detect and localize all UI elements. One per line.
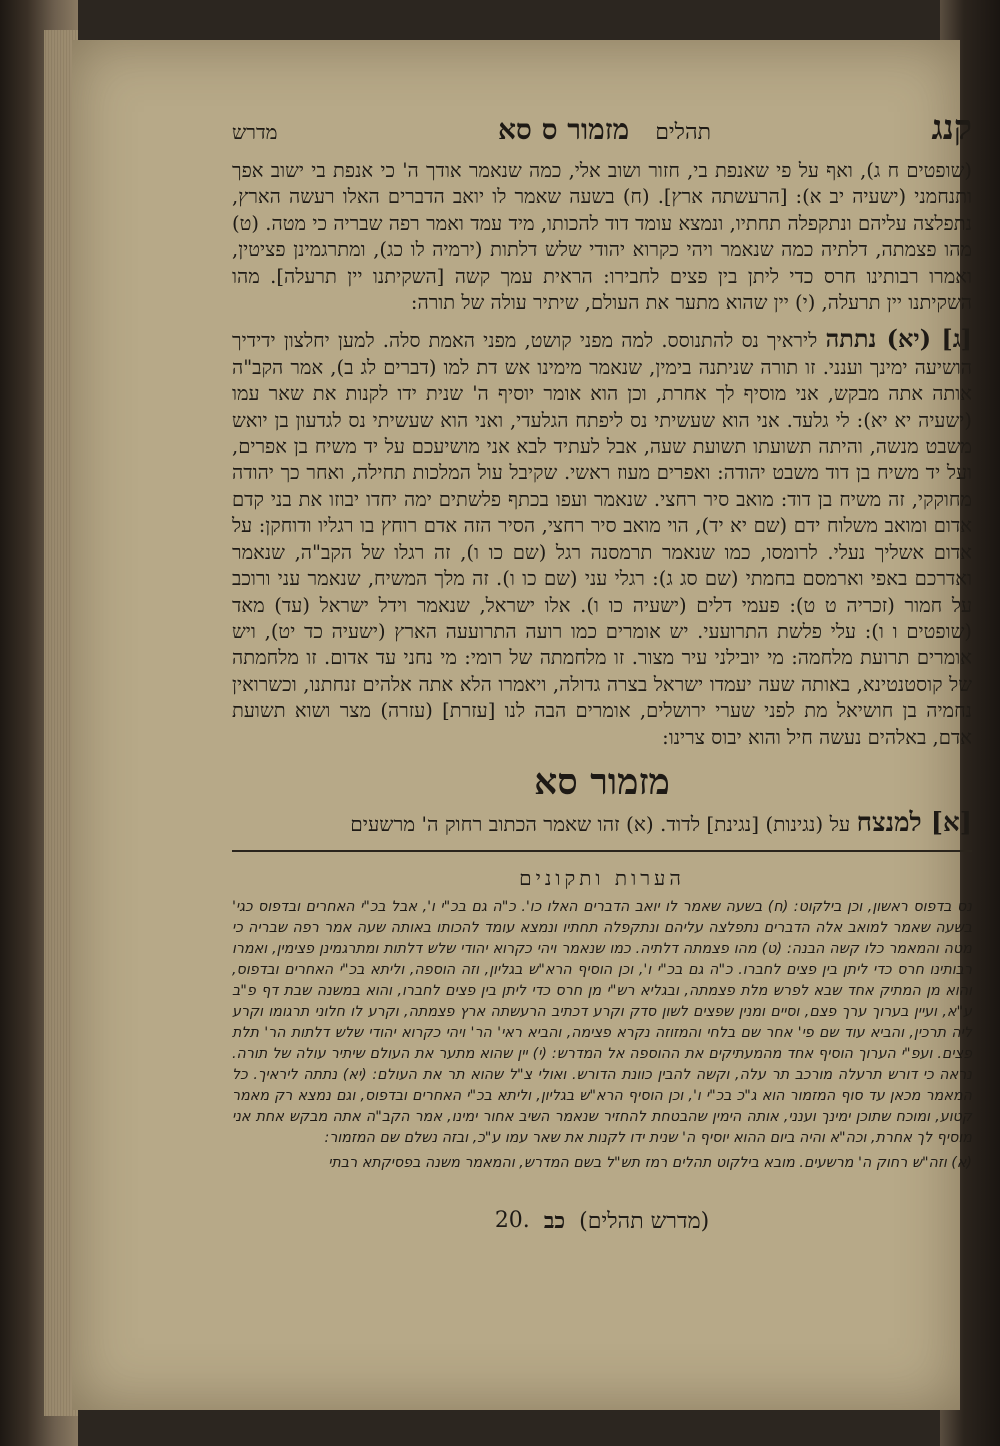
notes-text: נס בדפוס ראשון, וכן בילקוט: (ח) בשעה שאמר לו יואב הדברים האלו כו'. כ"ה גם בכ"י ו', אבל בכ"י האחרים ובדפוס כגי' בשעה שאמר למואב אלה הדברים נתפלצה עליהם ונתקפלה תחתיו ונמצא עומד להכותו באותה שעה אמר רפה שבריה כי מטה והמאמר כלו קשה הבנה: (ט) מהו פצמתה דלתיה. כמו שנאמר ויהי כקרוא יהודי שלש דלתות ומתרגמינן פצימין, ואמרו רבותינו חרס כדי ליתן בין פצים לחברו. כ"ה גם בכ"י ו', וכן הוסיף הרא"ש בגליון, וזה הוספה, וליתא בכ"י האחרים ובדפוס, והוא מן המתיק אחד שבא לפרש מלת פצמתה, ובגליא רש"י מן חרס כדי ליתן בין פצים לחברו, והוא במשנה שבת דף פ"ב ע"א, ועיין בערוך ערך פצם, וסיים ומנין שפצים לשון סדק וקרע דכתיב הרעשתה ארץ פצמתה, וקרע לו חלוני תרגומו וקרע ליה תרכין, והביא עוד שם פי' אחר שם בלחי והמזוזה נקרא פצימה, והביא ראי' הר' ויהי כקרוא יהודי שלש דלתות הר' תלת פצים. ועפ"י הערוך הוסיף אחד מהמעתיקים את ההוספה אל המדרש: (י) יין שהוא מתער את העולם שיתיר עולה של תורה. נראה כי דורש תרעלה מורכב תר עלה, וקשה להבין כוונת הדורש. ואולי צ"ל שהוא תר את העולם: (יא) נתתה ליראיך. כל המאמר מכאן עד סוף המזמור הוא ג"כ בכ"י ו', וכן הוסיף הרא"ש בגליון, וליתא בכ"י האחרים ובדפוס, וגם נמצא רק מאמר קטוע, ומוכח שתוכן ימינך וענני, אותה הימין שהבטחת להחזיר שנאמר השיב אחור ימינו, אמר הקב"ה אתה מבקש אחת אני מוסיף לך אחרת, וכה"א והיה ביום ההוא יוסיף ה' שנית ידו לקנות את שאר עמו ע"כ, ובזה נשלם שם המזמור: — [232, 898, 972, 1146]
book-edge-left — [0, 0, 78, 1446]
main-paragraph-1: (שופטים ח ג), ואף על פי שאנפת בי, חזור ושוב אלי, כמה שנאמר אודך ה' כי אנפת בי ישוב אפך ותנחמני (ישעיה יב א): [הרעשתה ארץ]. (ח) בשעה שאמר לו יואב הדברים האלו רעשה הארץ, נתפלצה עליהם ונתקפלה תחתיו, ונמצא עומד דוד להכותו, מיד עמד ואמר רפה שבריה כי מטה. (ט) מהו פצמתה, דלתיה כמה שנאמר ויהי כקרוא יהודי שלש דלתות (ירמיה לו כג), ומתרגמינן פציטין, ואמרו רבותינו חרס כדי ליתן בין פצים לחבירו: הראית עמך קשה [השקיתנו יין תרעלה]. מהו השקיתנו יין תרעלה, (י) יין שהוא מתער את העולם, שיתיר עולה של תורה: — [232, 159, 972, 315]
psalm-61-lead-word: [א] למנצח — [856, 807, 972, 838]
psalm-61-title: מזמור סא — [534, 760, 670, 803]
page-footer — [232, 1208, 972, 1234]
header-book-name: תהלים — [655, 120, 712, 145]
lead-word: [ג] (יא) נתתה — [825, 324, 973, 354]
header-center — [498, 113, 711, 147]
book-page — [72, 40, 973, 1410]
main-paragraph-2 — [232, 326, 972, 751]
running-header — [232, 108, 972, 148]
footer-label: (מדרש תהלים) — [579, 1208, 710, 1234]
page-number: קנג — [931, 108, 972, 148]
notes-text-2: (א) וזה"ש רחוק ה' מרשעים. מובא בילקוט תהלים רמז תש"ל בשם המדרש, והמאמר משנה בפסיקתא רבתי — [328, 1154, 972, 1171]
psalm-61-first-line — [232, 809, 972, 838]
notes-title: הערות ותקונים — [519, 865, 685, 890]
psalm-61-first-line-text: על (נגינות) [נגינת] לדוד. (א) זהו שאמר הכתוב רחוק ה' מרשעים — [350, 811, 851, 836]
footer-signature: כב — [543, 1207, 566, 1234]
notes-divider — [232, 850, 972, 852]
main-paragraph-2-body: ליראיך נס להתנוסס. למה מפני קושט, מפני האמת סלה. למען יחלצון ידידיך הושיעה ימינך וענני. זו תורה שניתנה בימין, שנאמר מימינו אש דת למו (דברים לג ב), אמר הקב"ה אותה אתה מבקש, אני מוסיף לך אחרת, וכן הוא אומר יוסיף ה' שנית ידו לקנות את שאר עמו (ישעיה יא יא): לי גלעד. אני הוא שעשיתי נס ליפתח הגלעדי, ואני הוא שעשיתי נס לגדעון בן יואש משבט מנשה, והיתה תשועתו תשועת שעה, אבל לעתיד לבא אני מושיעכם על יד משיח בן אפרים, ועל יד משיח בן דוד משבט יהודה: ואפרים מעוז ראשי. שקיבל עול המלכות תחילה, ואחר כך יהודה מחוקקי, זה משיח בן דוד: מואב סיר רחצי. שנאמר ועפו בכתף פלשתים ימה יחדו יבוזו את בני קדם אדום ומואב משלוח ידם (שם יא יד), הוי מואב סיר רחצי, הסיר הזה אדם רוחץ בו רגליו ודוחקן: על אדום אשליך נעלי. לרומסו, כמו שנאמר תרמסנה רגל (שם כו ו), זה רגלו של הקב"ה, שנאמר ואדרכם באפי וארמסם בחמתי (שם סג ג): רגלי עני (שם כו ו). זה מלך המשיח, שנאמר עני ורוכב על חמור (זכריה ט ט): פעמי דלים (ישעיה כו ו). אלו ישראל, שנאמר וידל ישראל (עד) מאד (שופטים ו ו): עלי פלשת התרועעי. יש אומרים כמו רועה התרועעה הארץ (ישעיה כד יט), ויש אומרים תרועת מלחמה: מי יובילני עיר מצור. זו מלחמתה של רומי: מי נחני עד אדום. זו מלחמתה של קוסטנטינא, באותה שעה יעמדו ישראל בצרה גדולה, ויאמרו הלא אתה אלהים זנחתנו, וכשרואין נחמיה בן חושיאל מת לפני שערי ירושלים, אומרים הבה לנו [עזרת] (עזרה) מצר ושוא תשועת אדם, באלהים נעשה חיל והוא יבוס צרינו: — [232, 329, 972, 749]
header-psalm: מזמור ס סא — [497, 113, 630, 146]
footer-number: 20. — [494, 1207, 530, 1233]
header-source: מדרש — [232, 120, 278, 144]
page-content — [232, 108, 972, 1234]
